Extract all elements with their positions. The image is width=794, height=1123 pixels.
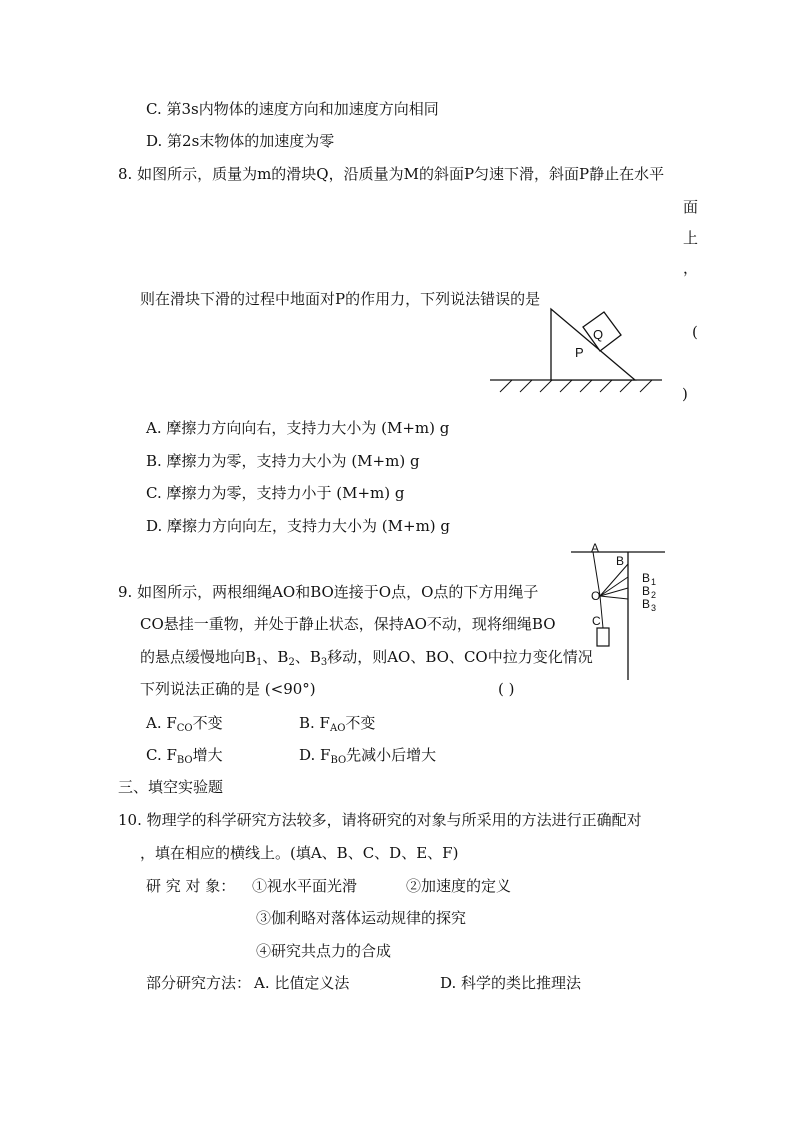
q9-option-b: B. $F_{AO}$不变 (299, 714, 376, 734)
label-p: P (575, 345, 584, 360)
q9-option-a: A. $F_{CO}$不变 (146, 714, 223, 734)
q8-stem-line1: 8. 如图所示，质量为m的滑块Q，沿质量为M的斜面P匀速下滑，斜面P静止在水平 (118, 165, 665, 183)
label-b1-sub: 1 (651, 577, 657, 587)
q10-method-d: D. 科学的类比推理法 (440, 974, 582, 992)
label-b2-sub: 2 (651, 590, 657, 600)
q8-option-b: B. 摩擦力为零，支持力大小为 (M+m) g (146, 452, 420, 470)
q8-option-a: A. 摩擦力方向向右，支持力大小为 (M+m) g (146, 419, 450, 437)
q7-option-d: D. 第2s末物体的加速度为零 (146, 132, 335, 150)
q10-item4: ④研究共点力的合成 (256, 942, 392, 960)
label-c: C (592, 614, 601, 628)
label-q: Q (593, 327, 604, 342)
q8-wrap-char-1: 面 (683, 198, 699, 216)
q10-item3: ③伽利略对落体运动规律的探究 (256, 909, 467, 927)
label-b: B (616, 554, 625, 568)
label-o: O (591, 589, 601, 603)
label-b1: B (642, 571, 651, 585)
q8-stem-line2: 则在滑块下滑的过程中地面对P的作用力，下列说法错误的是 (140, 290, 541, 308)
q10-line2: ，填在相应的横线上。(填A、B、C、D、E、F) (140, 844, 459, 862)
q10-line1: 10. 物理学的科学研究方法较多，请将研究的对象与所采用的方法进行正确配对 (118, 811, 642, 829)
q10-methods-label: 部分研究方法： (146, 974, 252, 992)
q8-slope-figure (488, 305, 668, 395)
label-b3: B (642, 597, 651, 611)
q10-method-a: A. 比值定义法 (254, 974, 350, 992)
q10-item1: ①视水平面光滑 (252, 877, 358, 895)
q9-option-d: D. $F_{BO}$先减小后增大 (299, 746, 437, 766)
weight (597, 628, 609, 646)
q10-item2: ②加速度的定义 (406, 877, 512, 895)
q9-answer-paren: ( ) (498, 680, 515, 698)
section-title: 三、填空实验题 (118, 778, 224, 796)
q8-option-c: C. 摩擦力为零，支持力小于 (M+m) g (146, 484, 405, 502)
label-a: A (591, 541, 600, 555)
rope-b3o (600, 596, 628, 599)
q9-line3: 的悬点缓慢地向$B_1$、$B_2$、$B_3$移动，则AO、BO、CO中拉力变化情况 (140, 648, 593, 668)
q9-line4: 下列说法正确的是 (<90°) (140, 680, 316, 698)
rope-b2o (600, 588, 628, 596)
q8-paren-close: ) (682, 385, 688, 403)
q8-option-d: D. 摩擦力方向向左，支持力大小为 (M+m) g (146, 517, 451, 535)
q9-line2: CO悬挂一重物，并处于静止状态，保持AO不动，现将细绳BO (140, 615, 556, 633)
q8-wrap-char-2: 上 (683, 229, 699, 247)
q9-line1: 9. 如图所示，两根细绳AO和BO连接于O点，O点的下方用绳子 (118, 583, 539, 601)
q8-paren-open: ( (692, 323, 698, 341)
q9-option-c: C. $F_{BO}$增大 (146, 746, 223, 766)
q8-wrap-char-3: ， (683, 259, 699, 277)
label-b2: B (642, 584, 651, 598)
q7-option-c: C. 第3s内物体的速度方向和加速度方向相同 (146, 100, 439, 118)
q10-objects-label: 研 究 对 象： (146, 877, 236, 895)
label-b3-sub: 3 (651, 603, 657, 613)
